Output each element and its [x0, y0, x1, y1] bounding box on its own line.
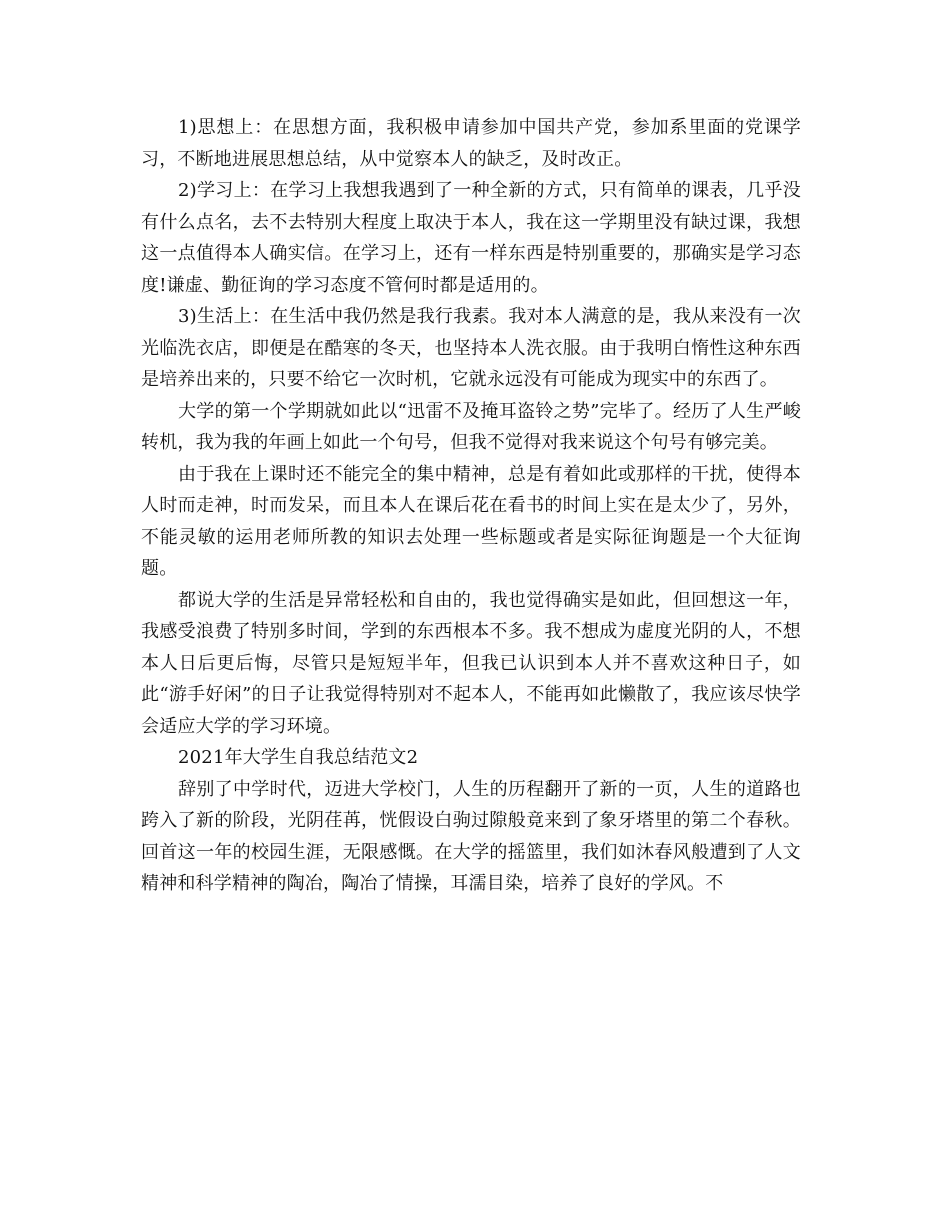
- paragraph-shortcomings: 由于我在上课时还不能完全的集中精神，总是有着如此或那样的干扰，使得本人时而走神，时而发呆，而且本人在课后花在看书的时间上实在是太少了，另外，不能灵敏的运用老师所教的知识去处理一些标题或者是实际征询题是一个大征询题。: [141, 463, 801, 579]
- paragraph-reflection: 都说大学的生活是异常轻松和自由的，我也觉得确实是如此，但回想这一年，我感受浪费了特别多时间，学到的东西根本不多。我不想成为虚度光阴的人，不想本人日后更后悔，尽管只是短短半年，但我已认识到本人并不喜欢这种日子，如此“游手好闲”的日子让我觉得特别对不起本人，不能再如此懒散了，我应该尽快学会适应大学的学习环境。: [141, 589, 801, 737]
- paragraph-study: 2)学习上：在学习上我想我遇到了一种全新的方式，只有简单的课表，几乎没有什么点名，去不去特别大程度上取决于本人，我在这一学期里没有缺过课，我想这一点值得本人确实信。在学习上，还有一样东西是特别重要的，那确实是学习态度!谦虚、勤征询的学习态度不管何时都是适用的。: [141, 180, 801, 296]
- section-heading: 2021年大学生自我总结范文2: [178, 747, 419, 768]
- paragraph-first-semester: 大学的第一个学期就如此以“迅雷不及掩耳盗铃之势”完毕了。经历了人生严峻转机，我为我的年画上如此一个句号，但我不觉得对我来说这个句号有够完美。: [141, 400, 801, 453]
- paragraph-second-sample: 辞别了中学时代，迈进大学校门，人生的历程翻开了新的一页，人生的道路也跨入了新的阶段，光阴荏苒，恍假设白驹过隙般竟来到了象牙塔里的第二个春秋。回首这一年的校园生涯，无限感慨。在大学的摇篮里，我们如沐春风般遭到了人文精神和科学精神的陶冶，陶冶了情操，耳濡目染，培养了良好的学风。不: [141, 778, 801, 894]
- paragraph-life: 3)生活上：在生活中我仍然是我行我素。我对本人满意的是，我从来没有一次光临洗衣店，即便是在酷寒的冬天，也坚持本人洗衣服。由于我明白惰性这种东西是培养出来的，只要不给它一次时机，它就永远没有可能成为现实中的东西了。: [141, 306, 801, 390]
- document-body: [141, 112, 801, 900]
- paragraph-ideology: 1)思想上：在思想方面，我积极申请参加中国共产党，参加系里面的党课学习，不断地进展思想总结，从中觉察本人的缺乏，及时改正。: [141, 117, 801, 170]
